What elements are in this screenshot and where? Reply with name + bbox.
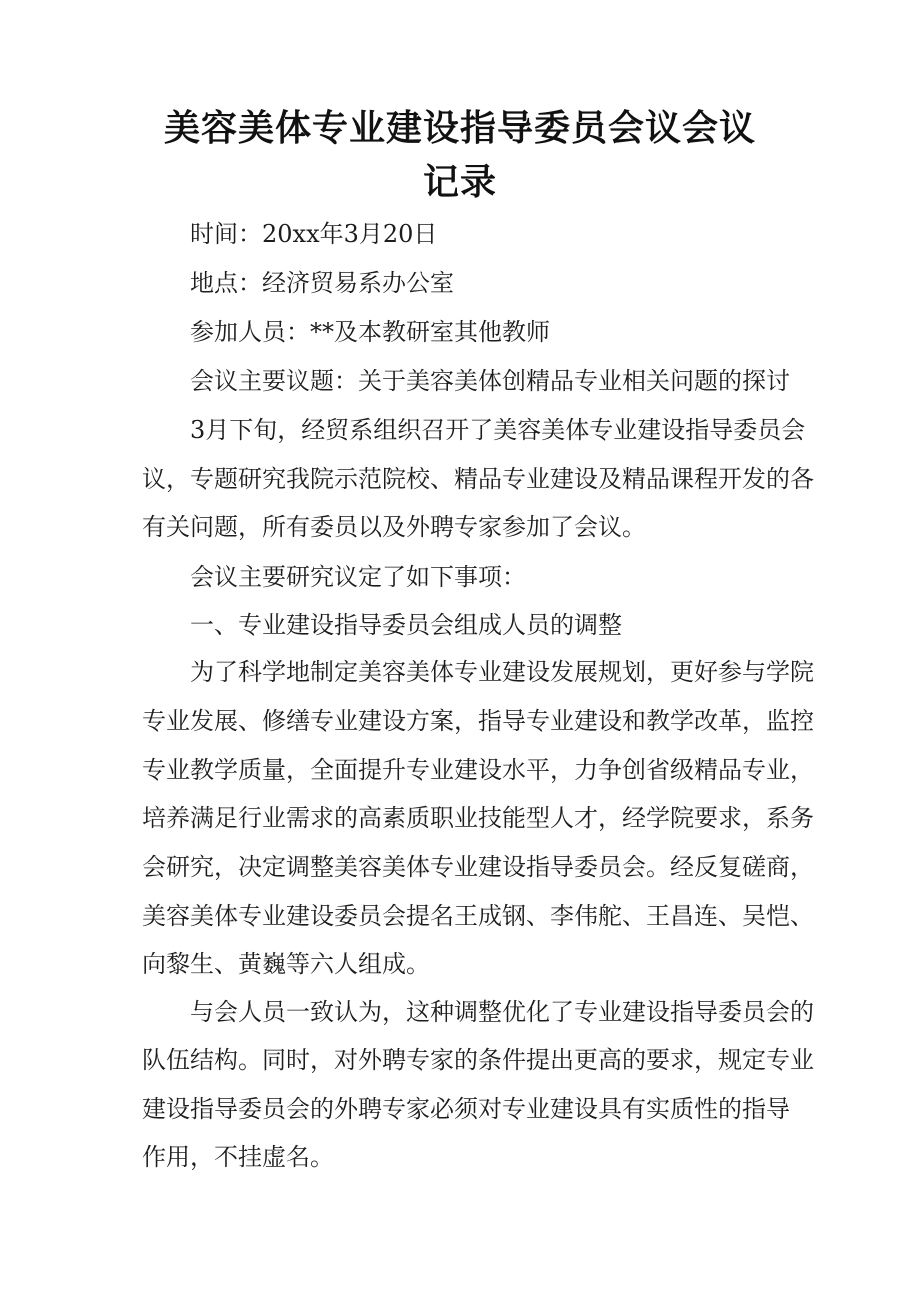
meeting-place: 地点：经济贸易系办公室 (190, 269, 454, 297)
paragraph-line: 作用，不挂虚名。 (142, 1143, 334, 1171)
paragraph-line: 专业教学质量，全面提升专业建设水平，力争创省级精品专业， (142, 756, 814, 784)
paragraph-line: 队伍结构。同时，对外聘专家的条件提出更高的要求，规定专业 (142, 1046, 814, 1074)
meeting-time: 时间：20xx年3月20日 (190, 220, 438, 248)
paragraph-line: 建设指导委员会的外聘专家必须对专业建设具有实质性的指导 (142, 1095, 790, 1123)
paragraph-line: 培养满足行业需求的高素质职业技能型人才，经学院要求，系务 (142, 804, 814, 832)
paragraph-line: 美容美体专业建设委员会提名王成钢、李伟舵、王昌连、吴恺、 (142, 902, 814, 930)
paragraph-line: 3月下旬，经贸系组织召开了美容美体专业建设指导委员会 (190, 416, 806, 444)
paragraph-line: 专业发展、修缮专业建设方案，指导专业建设和教学改革，监控 (142, 707, 814, 735)
paragraph-line: 会议主要研究议定了如下事项： (190, 563, 526, 591)
paragraph-line: 有关问题，所有委员以及外聘专家参加了会议。 (142, 513, 646, 541)
paragraph-line: 与会人员一致认为，这种调整优化了专业建设指导委员会的 (190, 998, 814, 1026)
meeting-attendees: 参加人员：**及本教研室其他教师 (190, 318, 550, 346)
paragraph-line: 向黎生、黄巍等六人组成。 (142, 950, 430, 978)
paragraph-line: 为了科学地制定美容美体专业建设发展规划，更好参与学院 (190, 658, 814, 686)
paragraph-line: 议，专题研究我院示范院校、精品专业建设及精品课程开发的各 (142, 465, 814, 493)
document-title-line-1: 美容美体专业建设指导委员会议会议 (163, 108, 756, 149)
section-heading: 一、专业建设指导委员会组成人员的调整 (190, 611, 622, 639)
meeting-topic: 会议主要议题：关于美容美体创精品专业相关问题的探讨 (190, 367, 790, 395)
document-title-line-2: 记录 (422, 162, 497, 203)
paragraph-line: 会研究，决定调整美容美体专业建设指导委员会。经反复磋商， (142, 853, 814, 881)
